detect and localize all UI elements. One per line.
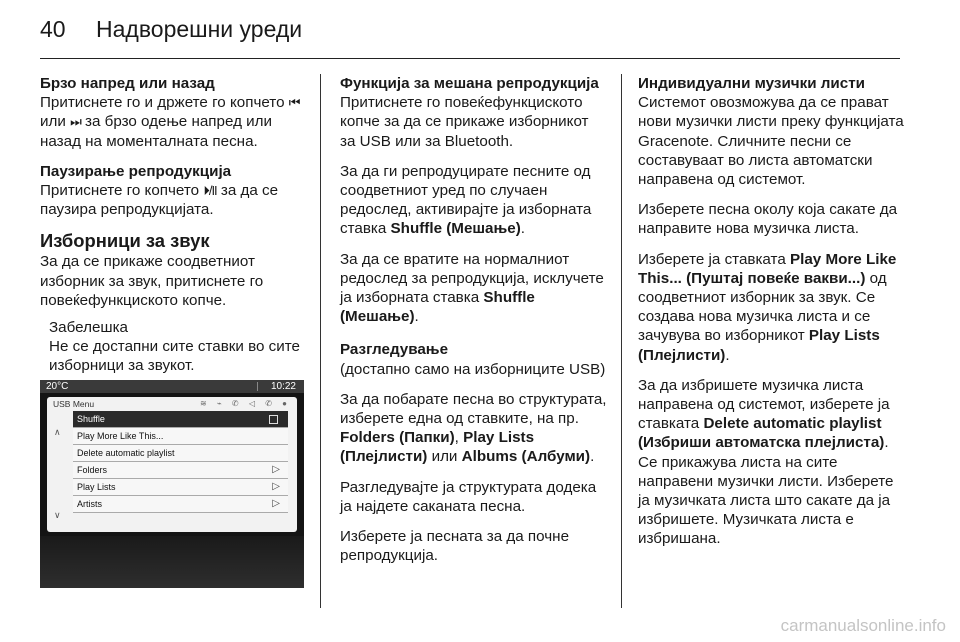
chevron-right-icon: ▷ bbox=[272, 498, 280, 509]
column-3 bbox=[638, 74, 904, 560]
browse-text-1: (достапно само на изборниците USB) bbox=[340, 360, 606, 378]
chevron-right-icon: ▷ bbox=[272, 481, 280, 492]
fast-forward-text: Притиснете го и држете го копчето ⏮ или ⏭ за брзо одење напред или назад на моменталната песна. bbox=[40, 94, 300, 150]
browse-heading: Разгледување bbox=[340, 341, 449, 359]
sources-text: За да се прикаже соодветниот изборник за звук, притиснете го повеќефункциското копче. bbox=[40, 253, 264, 309]
menu-item-play-more-like-this[interactable]: Play More Like This... bbox=[73, 428, 288, 445]
status-icons: ≋ ⌁ ✆ ◁ ✆ ● bbox=[199, 399, 291, 408]
status-divider bbox=[257, 382, 258, 391]
menu-list bbox=[73, 411, 288, 513]
column-divider bbox=[621, 74, 622, 608]
play-pause-icon: ⏵/II bbox=[203, 183, 217, 199]
column-divider bbox=[320, 74, 321, 608]
page-title: Надворешни уреди bbox=[96, 16, 303, 42]
scroll-up-icon[interactable]: ∧ bbox=[54, 427, 61, 437]
fast-forward-heading: Брзо напред или назад bbox=[40, 75, 215, 92]
browse-text-3: Разгледувајте ја структурата додека ја најдете саканата песна. bbox=[340, 478, 597, 515]
header-rule bbox=[40, 58, 900, 59]
shuffle-text-3: За да се вратите на нормалниот редослед за репродукција, исклучете ја изборната ставка Shuffle (Мешање). bbox=[340, 250, 604, 326]
sources-heading: Изборници за звук bbox=[40, 230, 210, 252]
next-track-icon: ⏭ bbox=[70, 114, 81, 130]
shuffle-text-1: Притиснете го повеќефункциското копче за да се прикаже изборникот за USB или за Bluetooth. bbox=[340, 94, 589, 150]
playlist-heading: Индивидуални музички листи bbox=[638, 75, 865, 92]
column-2 bbox=[340, 74, 608, 576]
chevron-right-icon: ▷ bbox=[272, 464, 280, 475]
watermark: carmanualsonline.info bbox=[780, 616, 946, 635]
menu-item-artists[interactable]: Artists ▷ bbox=[73, 496, 288, 513]
menu-item-shuffle[interactable]: Shuffle bbox=[73, 411, 288, 428]
usb-menu-screenshot bbox=[40, 380, 304, 588]
note-block bbox=[40, 318, 308, 376]
playlist-text-4: За да избришете музичка листа направена од системот, изберете ја ставката Delete automatic playlist (Избриши автоматска плејлиста). Се прикажува листа на сите направени музички листи. Изберете ја музичката листа што сакате да ја избришете. Музичката листа е избришана. bbox=[638, 376, 894, 548]
scroll-down-icon[interactable]: ∨ bbox=[54, 510, 61, 520]
temperature: 20°C bbox=[46, 381, 69, 392]
status-bar bbox=[40, 380, 304, 393]
shuffle-text-2: За да ги репродуцирате песните од соодветниот уред по случаен редослед, активирајте ја изборната ставка Shuffle (Мешање). bbox=[340, 162, 592, 238]
checkbox-icon bbox=[269, 415, 278, 424]
clock: 10:22 bbox=[270, 381, 296, 392]
shuffle-heading: Функција за мешана репродукција bbox=[340, 75, 599, 92]
page-number: 40 bbox=[40, 16, 66, 42]
pause-heading: Паузирање репродукција bbox=[40, 162, 232, 180]
menu-item-folders[interactable]: Folders ▷ bbox=[73, 462, 288, 479]
browse-text-2: За да побарате песна во структурата, изберете една од ставките, на пр. Folders (Папки), Play Lists (Плејлисти) или Albums (Албуми). bbox=[340, 390, 607, 466]
browse-text-4: Изберете ја песната за да почне репродукција. bbox=[340, 528, 570, 565]
menu-item-delete-automatic-playlist[interactable]: Delete automatic playlist bbox=[73, 445, 288, 462]
column-1 bbox=[40, 74, 308, 376]
pause-text: Притиснете го копчето ⏵/II за да се паузира репродукцијата. bbox=[40, 182, 279, 219]
menu-title: USB Menu bbox=[53, 399, 95, 409]
previous-track-icon: ⏮ bbox=[288, 95, 300, 111]
usb-menu-panel bbox=[47, 397, 297, 532]
playlist-text-3: Изберете ја ставката Play More Like This... (Пуштај повеќе вакви...) од соодветниот изборник за звук. Се создава нова музичка листа и се зачувува во изборникот Play Lists (Плејлисти). bbox=[638, 250, 897, 364]
note-text: Не се достапни сите ставки во сите изборници за звукот. bbox=[49, 338, 300, 375]
note-heading: Забелешка bbox=[49, 319, 129, 337]
playlist-text-2: Изберете песна околу која сакате да направите нова музичка листа. bbox=[638, 201, 898, 238]
playlist-text-1: Системот овозможува да се прават нови музички листи преку функцијата Gracenote. Сличните песни се составуваат во листа автоматски направена од системот. bbox=[638, 94, 904, 189]
display-bottom-area bbox=[40, 536, 304, 588]
menu-item-play-lists[interactable]: Play Lists ▷ bbox=[73, 479, 288, 496]
page-header bbox=[40, 16, 302, 43]
